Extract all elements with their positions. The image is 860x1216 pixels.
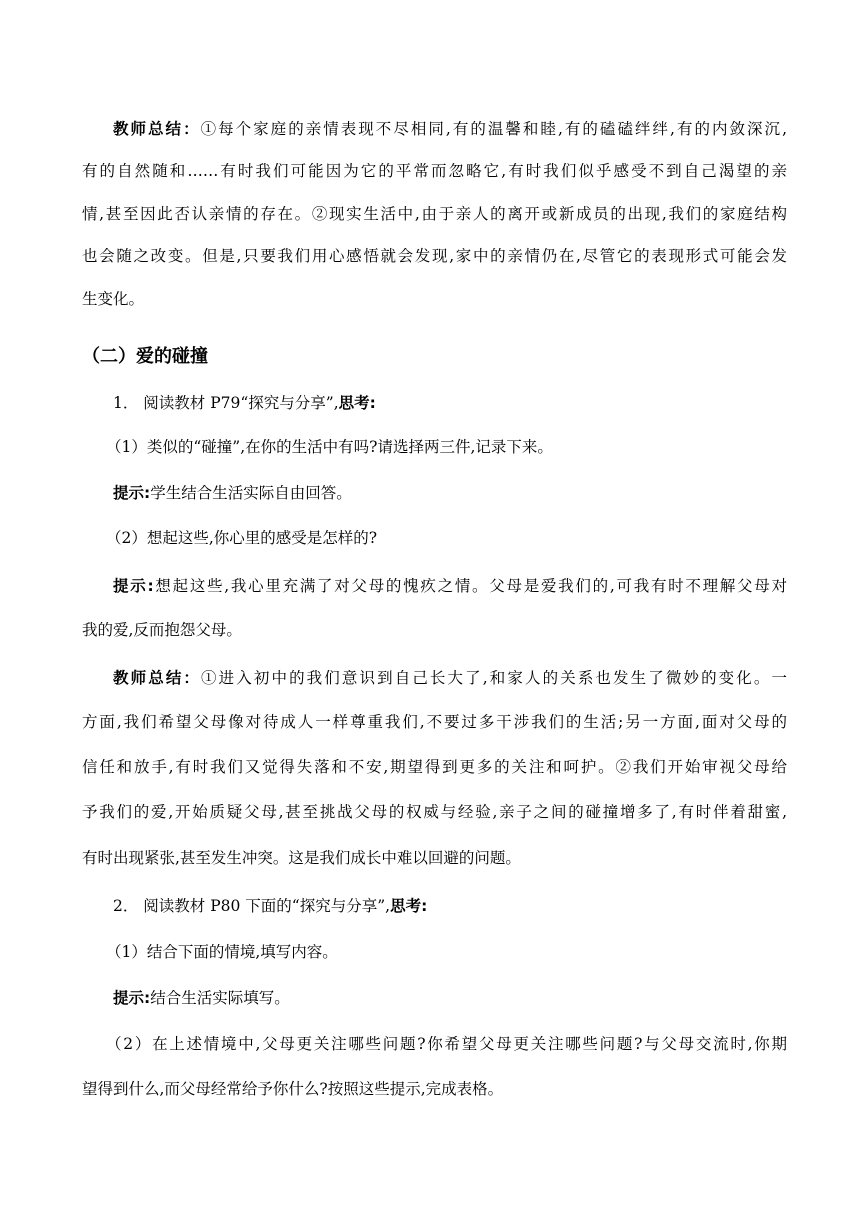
hint-label: 提示: <box>113 484 151 502</box>
summary-paragraph-line <box>113 118 787 140</box>
summary-paragraph-line: 情,甚至因此否认亲情的存在。②现实生活中,由于亲人的离开或新成员的出现,我们的家庭结构 <box>82 205 787 223</box>
hint-text: 想起这些,我心里充满了对父母的愧疚之情。父母是爱我们的,可我有时不理解父母对 <box>153 577 787 595</box>
summary-paragraph-line: 方面,我们希望父母像对待成人一样尊重我们,不要过多干涉我们的生活;另一方面,面对父母的 <box>82 713 787 731</box>
task-think-label: 思考: <box>338 394 376 412</box>
hint-text: 学生结合生活实际自由回答。 <box>150 484 352 502</box>
hint-label: 提示: <box>113 989 151 1007</box>
hint <box>113 987 787 1009</box>
question-line: 望得到什么,而父母经常给予你什么?按照这些提示,完成表格。 <box>82 1080 504 1098</box>
summary-paragraph-line: 予我们的爱,开始质疑父母,甚至挑战父母的权威与经验,亲子之间的碰撞增多了,有时伴着甜蜜, <box>82 803 787 821</box>
task-text: 1． 阅读教材 P79“探究与分享”, <box>113 394 339 412</box>
summary-label: 教师总结： <box>113 120 201 138</box>
section-title: （二）爱的碰撞 <box>82 346 208 367</box>
summary-text: ①进入初中的我们意识到自己长大了,和家人的关系也发生了微妙的变化。一 <box>201 669 787 687</box>
summary-label: 教师总结： <box>113 669 202 687</box>
task-text: 2． 阅读教材 P80 下面的“探究与分享”, <box>113 897 391 915</box>
summary-paragraph-line: 也会随之改变。但是,只要我们用心感悟就会发现,家中的亲情仍在,尽管它的表现形式可能会发 <box>82 247 787 265</box>
question: （2）想起这些,你心里的感受是怎样的? <box>106 529 378 547</box>
task-item <box>113 392 787 414</box>
summary-paragraph-line: 有时出现紧张,甚至发生冲突。这是我们成长中难以回避的问题。 <box>82 849 521 867</box>
question: （1）结合下面的情境,填写内容。 <box>106 943 338 961</box>
hint-line: 我的爱,反而抱怨父母。 <box>82 621 242 639</box>
summary-text: ①每个家庭的亲情表现不尽相同,有的温馨和睦,有的磕磕绊绊,有的内敛深沉, <box>200 120 787 138</box>
hint-text: 结合生活实际填写。 <box>150 989 290 1007</box>
hint-label: 提示: <box>113 577 154 595</box>
hint <box>113 482 787 504</box>
summary-paragraph-line: 有的自然随和……有时我们可能因为它的平常而忽略它,有时我们似乎感受不到自己渴望的亲 <box>82 162 787 180</box>
hint <box>113 575 787 597</box>
task-think-label: 思考: <box>390 897 428 915</box>
summary-paragraph-line <box>113 667 787 689</box>
task-item <box>113 895 787 917</box>
summary-paragraph-line: 生变化。 <box>82 290 145 308</box>
question: （2）在上述情境中,父母更关注哪些问题?你希望父母更关注哪些问题?与父母交流时,你期 <box>106 1035 787 1053</box>
question: （1）类似的“碰撞”,在你的生活中有吗?请选择两三件,记录下来。 <box>106 438 553 456</box>
summary-paragraph-line: 信任和放手,有时我们又觉得失落和不安,期望得到更多的关注和呵护。②我们开始审视父母给 <box>82 758 787 776</box>
